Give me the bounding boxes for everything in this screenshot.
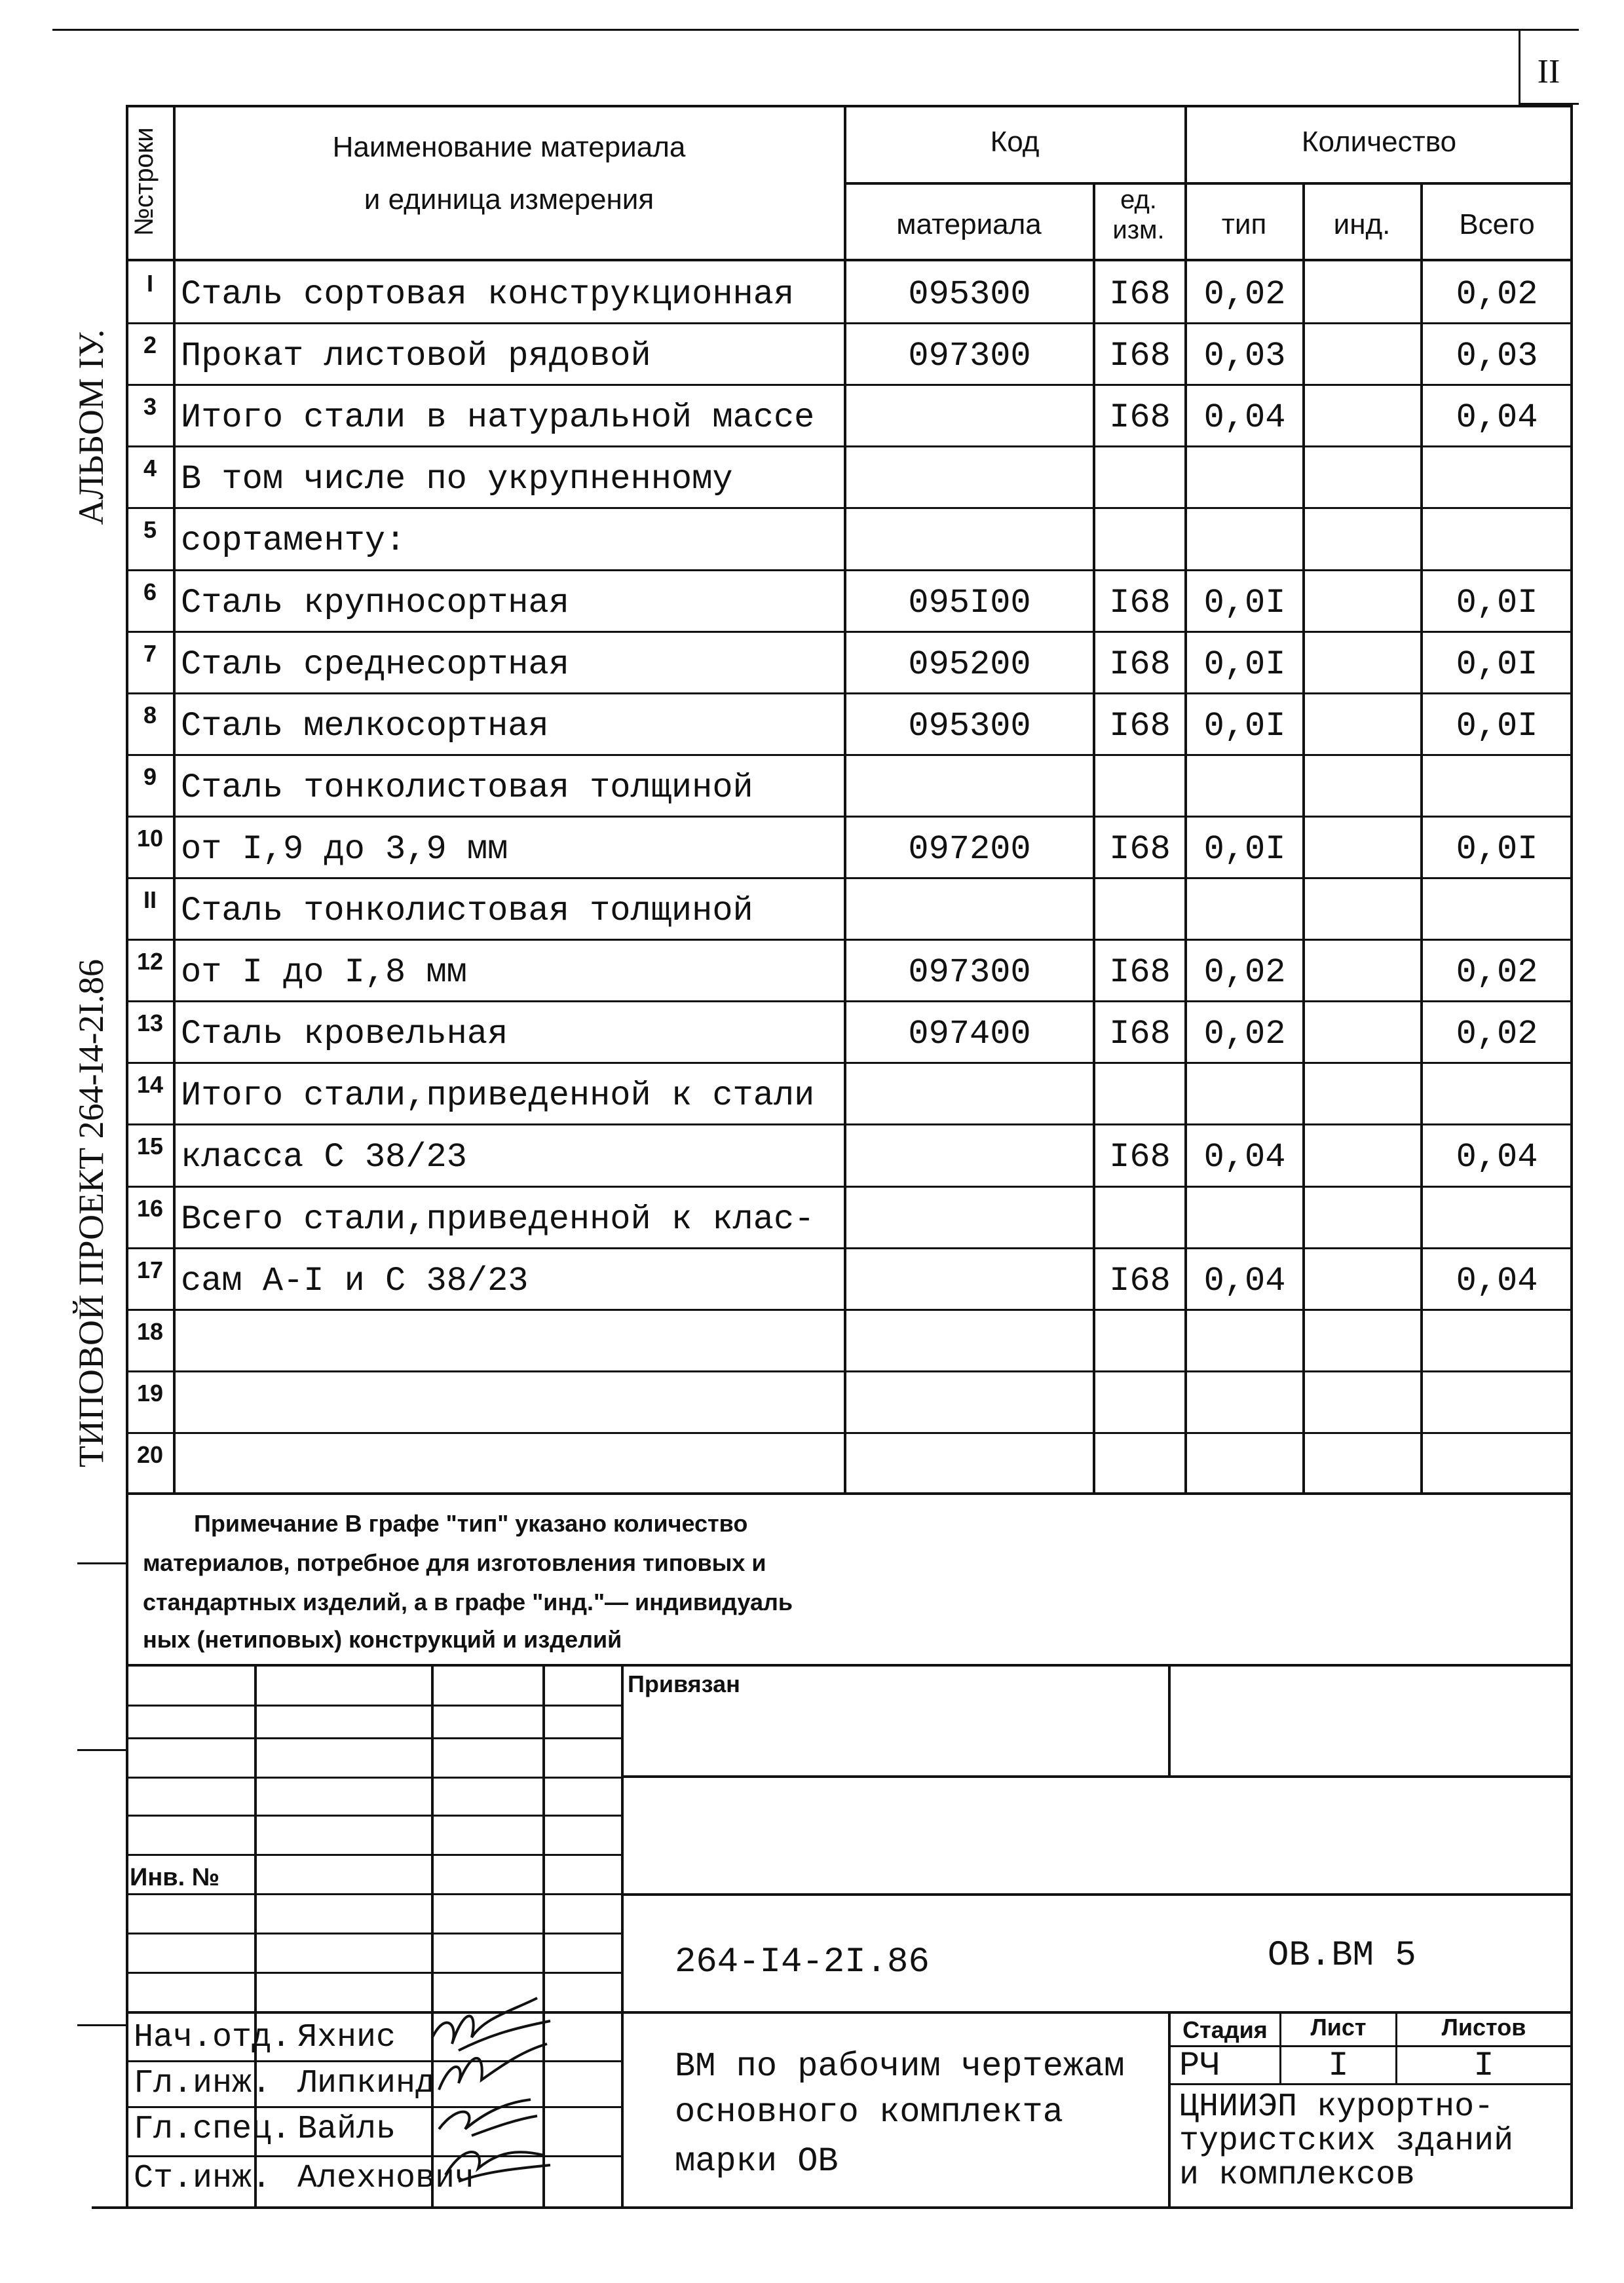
row-number: 2 — [143, 331, 157, 358]
header-individual: инд. — [1333, 208, 1391, 240]
header-mid-line — [844, 182, 1573, 185]
unit-code: I68 — [1109, 1015, 1171, 1053]
row-separator — [126, 1309, 1573, 1311]
material-code: 097300 — [908, 953, 1031, 992]
row-number: 8 — [143, 702, 157, 728]
header-name-line2: и единица измерения — [364, 183, 654, 216]
row-separator — [126, 939, 1573, 941]
document-title-line-2: основного комплекта — [675, 2093, 1063, 2132]
sheet-value: I — [1328, 2047, 1349, 2085]
margin-tick — [77, 1749, 128, 1751]
row-number: 16 — [136, 1195, 164, 1222]
signature-vail — [439, 2100, 537, 2136]
material-name: Прокат листовой рядовой — [181, 337, 651, 375]
sheets-value: I — [1473, 2047, 1494, 2085]
signatory-role: Гл.инж. — [134, 2065, 272, 2102]
stage-label: Стадия — [1182, 2016, 1268, 2043]
quantity-total: 0,02 — [1456, 275, 1538, 314]
quantity-total: 0,0I — [1456, 584, 1538, 622]
quantity-type: 0,0I — [1203, 707, 1286, 745]
signatory-name: Яхнис — [297, 2019, 396, 2056]
stamp-code-top — [621, 1893, 1573, 1896]
row-separator — [126, 1247, 1573, 1249]
row-separator — [126, 692, 1573, 694]
organization-line-1: ЦНИИЭП курортно- — [1179, 2088, 1494, 2126]
signature-alekhnovich — [445, 2152, 550, 2181]
sheet-number: II — [1537, 53, 1560, 90]
signatory-name: Алехнович — [297, 2160, 475, 2197]
unit-code: I68 — [1109, 953, 1171, 992]
unit-code: I68 — [1109, 398, 1171, 437]
linked-label: Привязан — [628, 1670, 740, 1697]
row-number: I — [146, 270, 153, 297]
quantity-type: 0,02 — [1203, 1015, 1286, 1053]
side-label-album: АЛЬБОМ IУ. — [71, 329, 111, 525]
row-number: 12 — [136, 948, 164, 975]
quantity-type: 0,04 — [1203, 1138, 1286, 1177]
sheet-label: Лист — [1310, 2014, 1367, 2041]
signatory-name: Вайль — [297, 2111, 396, 2148]
quantity-type: 0,02 — [1203, 953, 1286, 992]
row-separator — [126, 384, 1573, 386]
header-quantity: Количество — [1301, 126, 1457, 158]
quantity-total: 0,03 — [1456, 337, 1538, 375]
side-label-project: ТИПОВОЙ ПРОЕКТ 264-I4-2I.86 — [71, 958, 111, 1468]
unit-code: I68 — [1109, 584, 1171, 622]
header-type: тип — [1221, 208, 1267, 240]
quantity-total: 0,0I — [1456, 707, 1538, 745]
top-border-line — [52, 29, 1579, 31]
note-line-1: Примечание В графе "тип" указано количество — [194, 1510, 748, 1537]
header-material: материала — [896, 208, 1042, 240]
organization-line-2: туристских зданий — [1179, 2123, 1514, 2160]
material-code: 095300 — [908, 707, 1031, 745]
material-name: Итого стали в натуральной массе — [181, 398, 815, 437]
header-name-line1: Наименование материала — [332, 131, 686, 163]
material-name: от I,9 до 3,9 мм — [181, 830, 508, 869]
note-line-3: стандартных изделий, а в графе "инд."— индивидуаль — [143, 1589, 793, 1615]
row-number: 17 — [136, 1256, 164, 1283]
material-name: Итого стали,приведенной к стали — [181, 1076, 815, 1115]
stamp-row-line — [126, 1777, 621, 1779]
unit-code: I68 — [1109, 275, 1171, 314]
quantity-type: 0,03 — [1203, 337, 1286, 375]
row-number: 7 — [143, 640, 157, 667]
unit-code: I68 — [1109, 645, 1171, 684]
row-separator — [126, 1370, 1573, 1372]
stamp-right-divider — [1168, 1664, 1171, 1775]
row-separator — [126, 322, 1573, 324]
row-separator — [126, 631, 1573, 633]
unit-code: I68 — [1109, 1138, 1171, 1177]
header-bottom-line — [126, 259, 1573, 261]
material-code: 095200 — [908, 645, 1031, 684]
row-number: 20 — [136, 1441, 164, 1468]
signatory-role: Ст.инж. — [134, 2160, 272, 2197]
signatory-role: Нач.отд. — [134, 2019, 292, 2056]
table-bottom-line — [126, 1492, 1573, 1495]
unit-code: I68 — [1109, 1262, 1171, 1300]
inventory-number-label: Инв. № — [130, 1864, 220, 1891]
material-name: Сталь тонколистовая толщиной — [181, 892, 753, 930]
document-title-line-1: ВМ по рабочим чертежам — [675, 2047, 1125, 2086]
document-mark: ОВ.ВМ 5 — [1268, 1936, 1416, 1976]
signature-yakhnis — [432, 1998, 550, 2050]
stamp-row-line — [126, 1705, 621, 1707]
row-separator — [126, 754, 1573, 756]
margin-tick — [77, 1562, 128, 1564]
material-code: 097300 — [908, 337, 1031, 375]
quantity-type: 0,0I — [1203, 645, 1286, 684]
quantity-type: 0,0I — [1203, 584, 1286, 622]
stamp-linked-bottom — [621, 1775, 1573, 1778]
signature-lipkind — [439, 2044, 547, 2090]
material-name: сам А-I и С 38/23 — [181, 1262, 529, 1300]
quantity-total: 0,02 — [1456, 1015, 1538, 1053]
row-number: 14 — [136, 1071, 164, 1098]
header-row-no: №строки — [130, 127, 159, 236]
signature-scribbles — [419, 1972, 563, 2201]
stamp-row-line — [126, 1854, 621, 1856]
material-code: 097400 — [908, 1015, 1031, 1053]
table-top-border — [126, 105, 1573, 107]
quantity-type: 0,04 — [1203, 398, 1286, 437]
quantity-total: 0,04 — [1456, 1138, 1538, 1177]
row-number: 6 — [143, 578, 157, 605]
unit-code: I68 — [1109, 830, 1171, 869]
material-code: 097200 — [908, 830, 1031, 869]
row-number: 13 — [136, 1009, 164, 1036]
quantity-total: 0,0I — [1456, 830, 1538, 869]
stamp-col-4 — [621, 1664, 624, 2208]
margin-tick — [77, 2024, 128, 2026]
row-number: 18 — [136, 1318, 164, 1345]
document-code: 264-I4-2I.86 — [675, 1942, 930, 1982]
material-code: 095I00 — [908, 584, 1031, 622]
header-unit: ед. изм. — [1112, 185, 1165, 244]
row-number: 10 — [136, 825, 164, 852]
material-name: сортаменту: — [181, 521, 406, 560]
row-separator — [126, 1432, 1573, 1434]
quantity-total: 0,0I — [1456, 645, 1538, 684]
unit-code: I68 — [1109, 707, 1171, 745]
stamp-row-line — [126, 1933, 621, 1934]
stage-value: РЧ — [1179, 2047, 1220, 2085]
material-code: 095300 — [908, 275, 1031, 314]
signatory-name: Липкинд — [297, 2065, 436, 2102]
stamp-row-line — [126, 1815, 621, 1817]
row-number: 3 — [143, 393, 157, 420]
quantity-total: 0,02 — [1456, 953, 1538, 992]
unit-code: I68 — [1109, 337, 1171, 375]
document-title-line-3: марки ОВ — [675, 2142, 839, 2181]
material-name: класса С 38/23 — [181, 1138, 467, 1177]
row-number: 15 — [136, 1133, 164, 1160]
material-name: Сталь кровельная — [181, 1015, 508, 1053]
row-number: 4 — [143, 455, 157, 481]
quantity-type: 0,02 — [1203, 275, 1286, 314]
material-name: Сталь крупносортная — [181, 584, 569, 622]
row-separator — [126, 1000, 1573, 1002]
signatory-role: Гл.спец. — [134, 2111, 292, 2148]
row-number: II — [143, 886, 157, 913]
stamp-info-divider — [1168, 2011, 1171, 2208]
material-name: Сталь среднесортная — [181, 645, 569, 684]
stamp-bottom-line — [92, 2206, 1573, 2209]
row-separator — [126, 569, 1573, 571]
col-line-rowno — [173, 105, 176, 1494]
row-separator — [126, 445, 1573, 447]
material-name: Сталь мелкосортная — [181, 707, 549, 745]
header-code: Код — [990, 126, 1040, 158]
material-name: Сталь тонколистовая толщиной — [181, 768, 753, 807]
row-separator — [126, 1123, 1573, 1125]
quantity-total: 0,04 — [1456, 1262, 1538, 1300]
stamp-row-line — [126, 1893, 621, 1895]
note-line-4: ных (нетиповых) конструкций и изделий — [143, 1626, 622, 1653]
row-separator — [126, 507, 1573, 509]
row-number: 5 — [143, 516, 157, 543]
row-number: 19 — [136, 1380, 164, 1406]
row-separator — [126, 1062, 1573, 1064]
quantity-total: 0,04 — [1456, 398, 1538, 437]
sheets-label: Листов — [1441, 2014, 1526, 2041]
material-name: от I до I,8 мм — [181, 953, 467, 992]
header-total: Всего — [1459, 208, 1535, 240]
row-number: 9 — [143, 763, 157, 790]
quantity-type: 0,04 — [1203, 1262, 1286, 1300]
organization-line-3: и комплексов — [1179, 2157, 1416, 2194]
stamp-top-line — [126, 1664, 1573, 1667]
material-name: Всего стали,приведенной к клас- — [181, 1200, 815, 1239]
note-line-2: материалов, потребное для изготовления типовых и — [143, 1549, 766, 1576]
row-separator — [126, 877, 1573, 879]
row-separator — [126, 1186, 1573, 1188]
stamp-row-line — [126, 1737, 621, 1739]
material-name: В том числе по укрупненному — [181, 460, 733, 499]
quantity-type: 0,0I — [1203, 830, 1286, 869]
row-separator — [126, 816, 1573, 818]
material-name: Сталь сортовая конструкционная — [181, 275, 795, 314]
